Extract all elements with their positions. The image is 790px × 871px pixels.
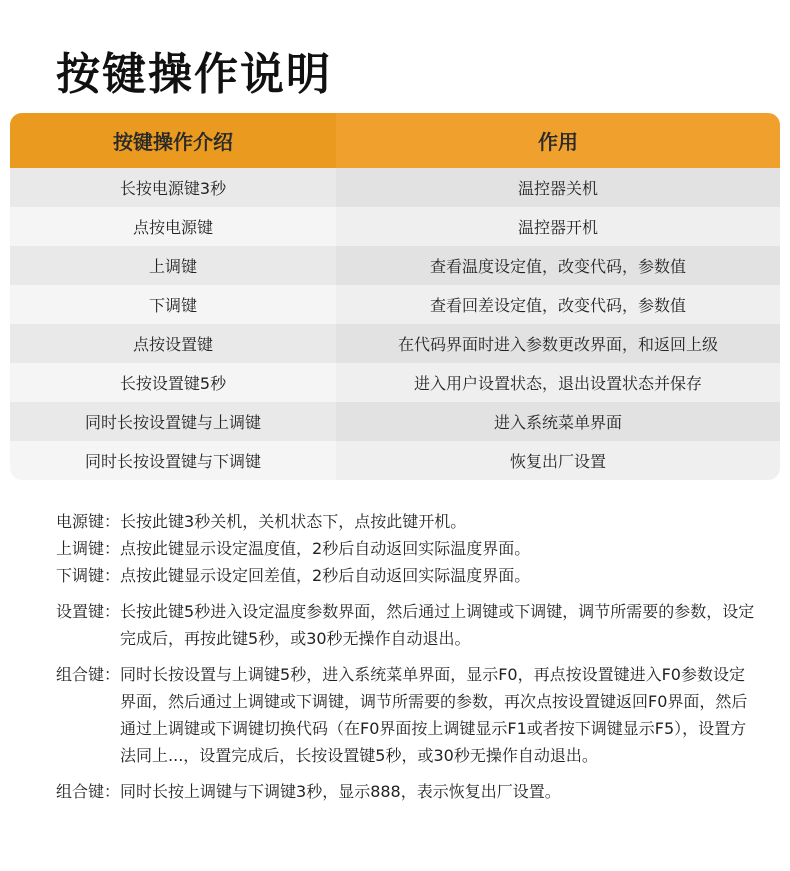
header-operation: 按键操作介绍	[10, 113, 336, 168]
function-cell: 进入系统菜单界面	[336, 402, 780, 441]
note-down-key	[56, 562, 756, 589]
note-text: 同时长按上调键与下调键3秒，显示888，表示恢复出厂设置。	[120, 782, 561, 801]
table-row	[10, 441, 780, 480]
key-operation-table	[10, 113, 780, 480]
operation-cell: 下调键	[10, 285, 336, 324]
note-text: 同时长按设置与上调键5秒，进入系统菜单界面，显示F0，再点按设置键进入F0参数设定界面，然后通过上调键或下调键，调节所需要的参数，再次点按设置键返回F0界面，然后通过上调键或下调键切换代码（在F0界面按上调键显示F1或者按下调键显示F5），设置方法同上...，设置完成后，长按设置键5秒，或30秒无操作自动退出。	[120, 665, 748, 765]
function-cell: 进入用户设置状态，退出设置状态并保存	[336, 363, 780, 402]
operation-cell: 同时长按设置键与上调键	[10, 402, 336, 441]
note-text: 点按此键显示设定回差值，2秒后自动返回实际温度界面。	[120, 566, 531, 585]
table-row	[10, 207, 780, 246]
table-row	[10, 363, 780, 402]
function-cell: 温控器开机	[336, 207, 780, 246]
operation-cell: 长按设置键5秒	[10, 363, 336, 402]
note-key-label: 下调键：	[56, 566, 121, 585]
operation-cell: 点按设置键	[10, 324, 336, 363]
function-cell: 温控器关机	[336, 168, 780, 207]
function-cell: 查看回差设定值，改变代码，参数值	[336, 285, 780, 324]
table-header	[10, 113, 780, 168]
note-key-label: 上调键：	[56, 539, 121, 558]
function-cell: 查看温度设定值，改变代码，参数值	[336, 246, 780, 285]
table-row	[10, 324, 780, 363]
function-cell: 在代码界面时进入参数更改界面，和返回上级	[336, 324, 780, 363]
note-set-key	[56, 598, 756, 652]
key-notes	[56, 508, 756, 805]
table-row	[10, 402, 780, 441]
operation-cell: 点按电源键	[10, 207, 336, 246]
table-row	[10, 285, 780, 324]
note-key-label: 设置键：	[56, 602, 121, 621]
note-power-key	[56, 508, 756, 535]
note-combo-key-1	[56, 661, 756, 769]
header-function: 作用	[336, 113, 780, 168]
table-row	[10, 246, 780, 285]
table-row	[10, 168, 780, 207]
note-combo-key-2	[56, 778, 756, 805]
note-key-label: 组合键：	[56, 782, 121, 801]
note-text: 点按此键显示设定温度值，2秒后自动返回实际温度界面。	[120, 539, 531, 558]
note-text: 长按此键5秒进入设定温度参数界面，然后通过上调键或下调键，调节所需要的参数，设定完成后，再按此键5秒，或30秒无操作自动退出。	[120, 602, 755, 648]
operation-cell: 长按电源键3秒	[10, 168, 336, 207]
operation-cell: 上调键	[10, 246, 336, 285]
operation-cell: 同时长按设置键与下调键	[10, 441, 336, 480]
function-cell: 恢复出厂设置	[336, 441, 780, 480]
note-key-label: 组合键：	[56, 665, 121, 684]
note-key-label: 电源键：	[56, 512, 121, 531]
page-title: 按键操作说明	[56, 49, 332, 100]
note-text: 长按此键3秒关机，关机状态下，点按此键开机。	[120, 512, 467, 531]
note-up-key	[56, 535, 756, 562]
